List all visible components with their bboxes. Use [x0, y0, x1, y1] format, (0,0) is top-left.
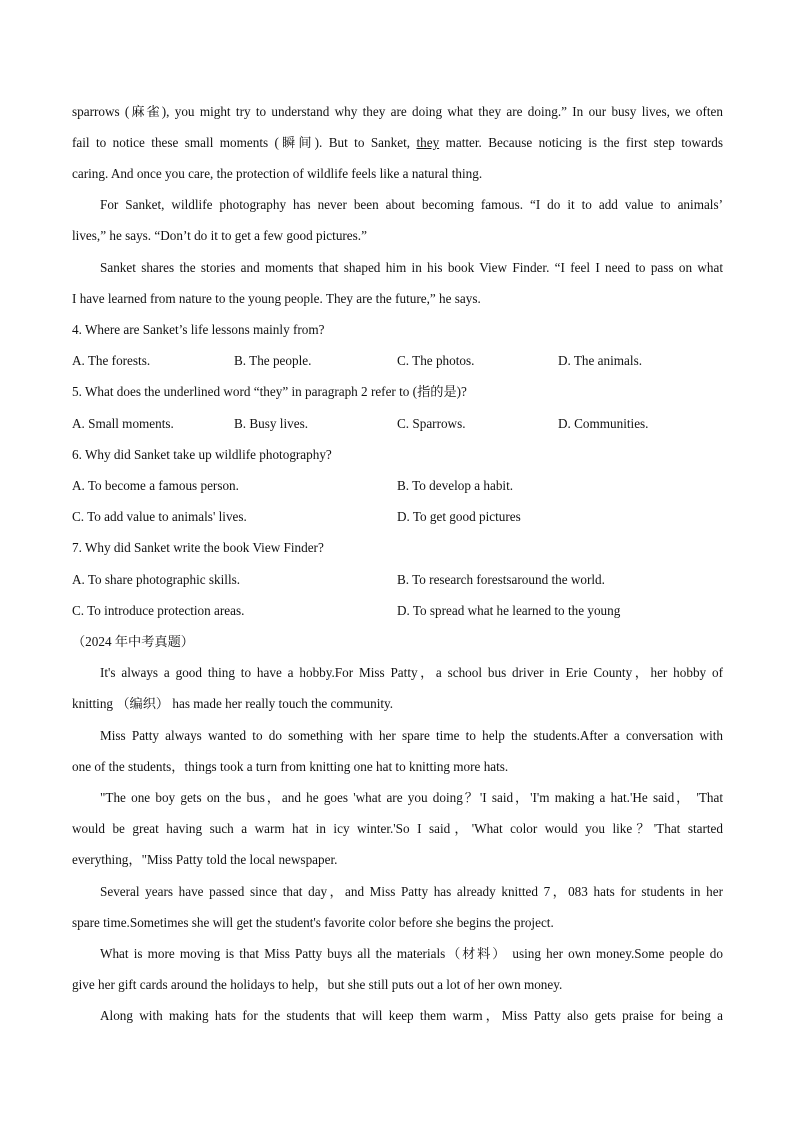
passage2-line: Several years have passed since that day，and Miss Patty has already knitted 7，083 hats for students in her	[100, 884, 723, 899]
option-c: C. The photos.	[397, 353, 475, 368]
text-segment: fail to notice these small moments (瞬间). But to Sanket,	[72, 135, 417, 150]
question-stem: 5. What does the underlined word “they” in paragraph 2 refer to (指的是)?	[72, 384, 467, 399]
option-a: A. To become a famous person.	[72, 478, 239, 493]
option-a: A. To share photographic skills.	[72, 572, 241, 587]
option-b: B. To develop a habit.	[397, 478, 514, 493]
passage2-line: would be great having such a warm hat in icy winter.'So I said，'What color would you like？'That started	[72, 821, 723, 836]
passage1-line: lives,” he says. “Don’t do it to get a few good pictures.”	[72, 228, 367, 243]
option-c: C. Sparrows.	[397, 416, 466, 431]
passage1-line: sparrows (麻雀), you might try to understand why they are doing what they are doing.” In our busy lives, we often	[72, 104, 723, 119]
passage2-line: give her gift cards around the holidays to help，but she still puts out a lot of her own money.	[72, 977, 563, 992]
passage1-line: caring. And once you care, the protection of wildlife feels like a natural thing.	[72, 166, 483, 181]
passage2-line: "The one boy gets on the bus，and he goes 'what are you doing？'I said，'I'm making a hat.'He said， 'That	[100, 790, 723, 805]
passage2-line: It's always a good thing to have a hobby.For Miss Patty，a school bus driver in Erie County，her hobby of	[100, 665, 723, 680]
question-stem: 4. Where are Sanket’s life lessons mainly from?	[72, 322, 325, 337]
passage1-line: For Sanket, wildlife photography has never been about becoming famous. “I do it to add value to animals’	[100, 197, 723, 212]
passage2-line: Miss Patty always wanted to do something with her spare time to help the students.After a conversation with	[100, 728, 723, 743]
passage1-line: I have learned from nature to the young people. They are the future,” he says.	[72, 291, 481, 306]
option-d: D. To get good pictures	[397, 509, 521, 524]
question-stem: 7. Why did Sanket write the book View Finder?	[72, 540, 324, 555]
option-d: D. Communities.	[558, 416, 649, 431]
option-d: D. To spread what he learned to the young	[397, 603, 621, 618]
option-d: D. The animals.	[558, 353, 642, 368]
text-segment: matter. Because noticing is the first step towards	[439, 135, 723, 150]
question-stem: 6. Why did Sanket take up wildlife photography?	[72, 447, 332, 462]
option-b: B. Busy lives.	[234, 416, 309, 431]
option-b: B. To research forestsaround the world.	[397, 572, 605, 587]
passage2-line: one of the students，things took a turn from knitting one hat to knitting more hats.	[72, 759, 509, 774]
passage2-line: What is more moving is that Miss Patty buys all the materials（材料） using her own money.Some people do	[100, 946, 723, 961]
option-a: A. Small moments.	[72, 416, 174, 431]
underlined-word-they: they	[416, 135, 440, 150]
option-a: A. The forests.	[72, 353, 151, 368]
passage1-line	[72, 135, 723, 151]
passage1-line: Sanket shares the stories and moments that shaped him in his book View Finder. “I feel I need to pass on what	[100, 260, 723, 275]
passage2-line: knitting （编织） has made her really touch the community.	[72, 696, 394, 711]
passage2-line: spare time.Sometimes she will get the student's favorite color before she begins the project.	[72, 915, 554, 930]
passage2-line: Along with making hats for the students that will keep them warm，Miss Patty also gets praise for being a	[100, 1008, 723, 1023]
option-b: B. The people.	[234, 353, 312, 368]
option-c: C. To introduce protection areas.	[72, 603, 245, 618]
option-c: C. To add value to animals' lives.	[72, 509, 247, 524]
section-heading: （2024 年中考真题）	[72, 634, 194, 649]
passage2-line: everything，"Miss Patty told the local newspaper.	[72, 852, 338, 867]
